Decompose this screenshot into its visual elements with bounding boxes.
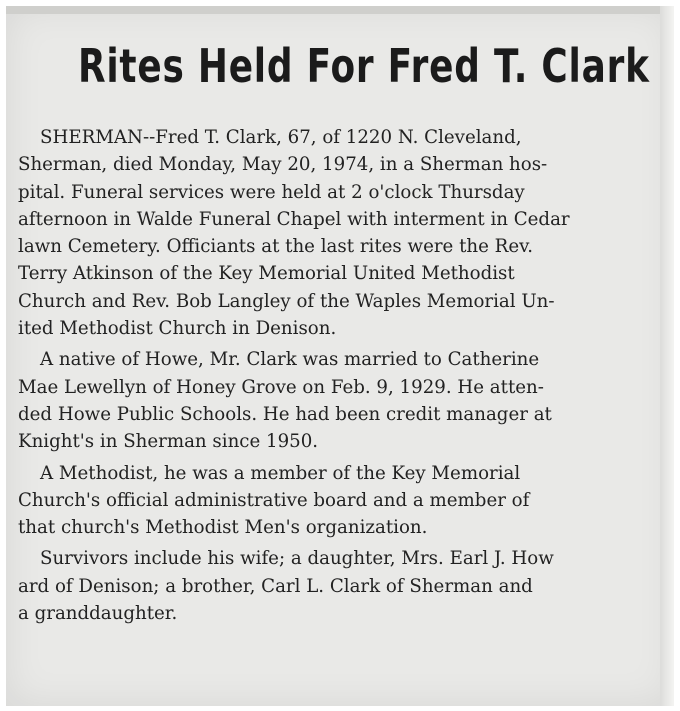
article-line: SHERMAN--Fred T. Clark, 67, of 1220 N. Cleveland, <box>40 127 522 148</box>
paragraph-3 <box>18 460 672 542</box>
article-line: ded Howe Public Schools. He had been credit manager at <box>18 403 552 425</box>
article-line: Terry Atkinson of the Key Memorial United Methodist <box>18 263 515 285</box>
article-body <box>18 124 672 627</box>
article-line: Church and Rev. Bob Langley of the Waples Memorial Un- <box>18 290 555 312</box>
paragraph-4 <box>18 545 672 627</box>
article-line: afternoon in Walde Funeral Chapel with interment in Cedar <box>18 208 570 230</box>
headline: Rites Held For Fred T. Clark <box>77 39 650 93</box>
article-line: a granddaughter. <box>18 603 178 625</box>
article-line: Mae Lewellyn of Honey Grove on Feb. 9, 1929. He atten- <box>18 376 544 398</box>
paragraph-1 <box>18 124 672 342</box>
article-line: Church's official administrative board and a member of <box>18 489 530 511</box>
article-line: pital. Funeral services were held at 2 o'clock Thursday <box>18 181 525 203</box>
article-line: ited Methodist Church in Denison. <box>18 318 337 340</box>
article-line: ard of Denison; a brother, Carl L. Clark of Sherman and <box>18 575 533 597</box>
article-line: Sherman, died Monday, May 20, 1974, in a Sherman hos- <box>18 154 548 176</box>
article-line: Survivors include his wife; a daughter, Mrs. Earl J. How <box>40 548 554 570</box>
paragraph-2 <box>18 346 672 455</box>
article-line: lawn Cemetery. Officiants at the last rites were the Rev. <box>18 236 534 258</box>
article-line: Knight's in Sherman since 1950. <box>18 431 319 453</box>
article-line: A Methodist, he was a member of the Key Memorial <box>40 462 521 484</box>
article-line: A native of Howe, Mr. Clark was married to Catherine <box>40 349 540 371</box>
article-line: that church's Methodist Men's organization. <box>18 517 428 539</box>
newspaper-clipping <box>6 6 674 706</box>
